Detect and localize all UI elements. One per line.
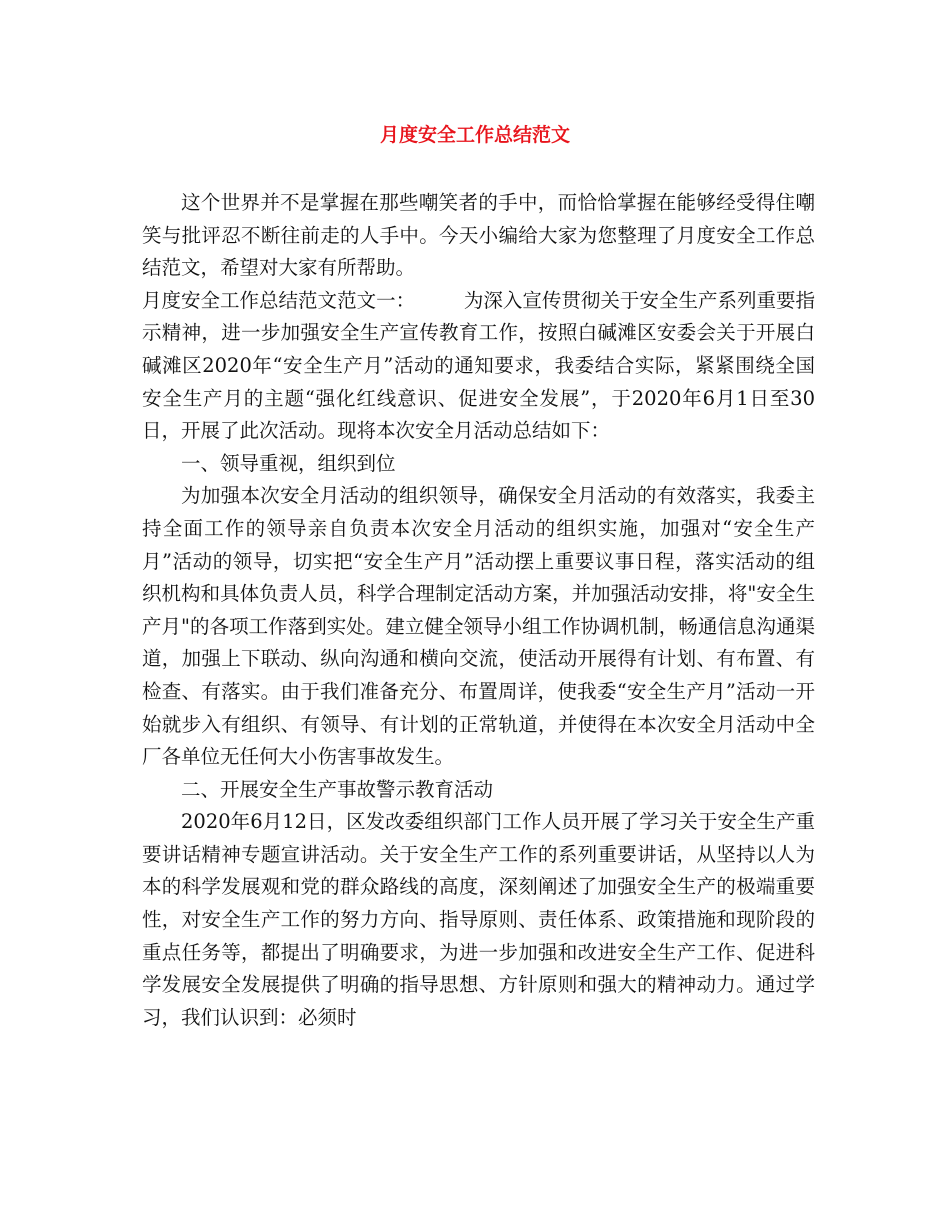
paragraph-sample-one-opening: 月度安全工作总结范文范文一： 为深入宣传贯彻关于安全生产系列重要指示精神，进一步加强安全生产宣传教育工作，按照白碱滩区安委会关于开展白碱滩区2020年“安全生产月”活动的通知要求，我委结合实际，紧紧围绕全国安全生产月的主题“强化红线意识、促进安全发展”，于2020年6月1日至30日，开展了此次活动。现将本次安全月活动总结如下： <box>142 288 815 443</box>
document-body <box>142 187 815 1034</box>
paragraph-intro: 这个世界并不是掌握在那些嘲笑者的手中，而恰恰掌握在能够经受得住嘲笑与批评忍不断往前走的人手中。今天小编给大家为您整理了月度安全工作总结范文，希望对大家有所帮助。 <box>142 191 815 280</box>
paragraph-warning-education: 2020年6月12日，区发改委组织部门工作人员开展了学习关于安全生产重要讲话精神专题宣讲活动。关于安全生产工作的系列重要讲话，从坚持以人为本的科学发展观和党的群众路线的高度，深刻阐述了加强安全生产的极端重要性，对安全生产工作的努力方向、指导原则、责任体系、政策措施和现阶段的重点任务等，都提出了明确要求，为进一步加强和改进安全生产工作、促进科学发展安全发展提供了明确的指导思想、方针原则和强大的精神动力。通过学习，我们认识到：必须时 <box>142 810 815 1029</box>
section-heading-leadership: 一、领导重视，组织到位 <box>181 451 396 475</box>
section-heading-warning-education: 二、开展安全生产事故警示教育活动 <box>181 777 494 801</box>
paragraph-leadership: 为加强本次安全月活动的组织领导，确保安全月活动的有效落实，我委主持全面工作的领导亲自负责本次安全月活动的组织实施，加强对“安全生产月”活动的领导，切实把“安全生产月”活动摆上重要议事日程，落实活动的组织机构和具体负责人员，科学合理制定活动方案，并加强活动安排，将"安全生产月"的各项工作落到实处。建立健全领导小组工作协调机制，畅通信息沟通渠道，加强上下联动、纵向沟通和横向交流，使活动开展得有计划、有布置、有检查、有落实。由于我们准备充分、布置周详，使我委“安全生产月”活动一开始就步入有组织、有领导、有计划的正常轨道，并使得在本次安全月活动中全厂各单位无任何大小伤害事故发生。 <box>142 484 815 769</box>
document-title: 月度安全工作总结范文 <box>379 124 570 146</box>
